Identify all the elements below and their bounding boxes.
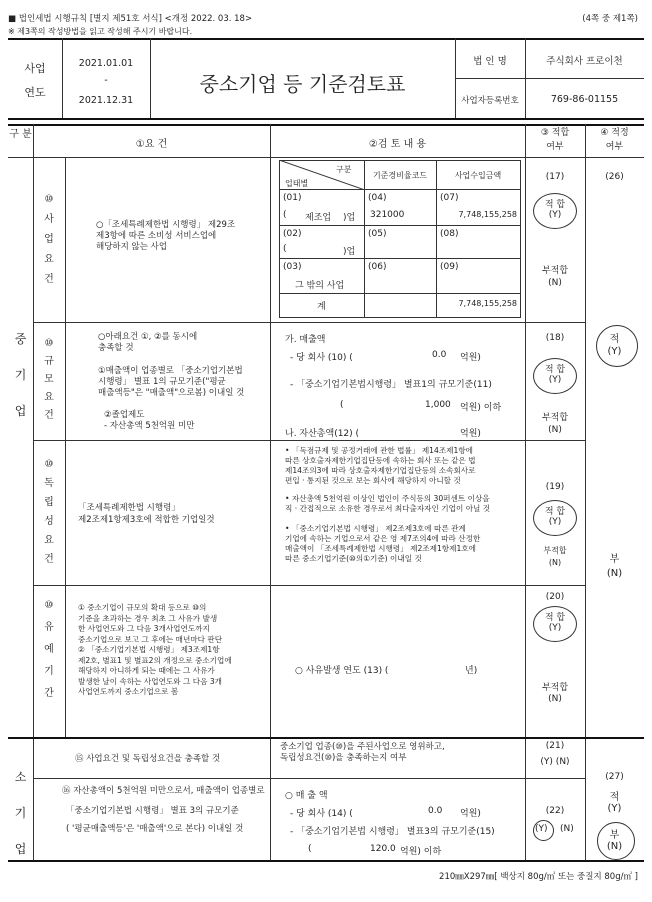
year-label-2: 연도 <box>24 86 46 99</box>
fit-18-no-label: 부적합 <box>541 413 569 423</box>
group-label-small: 소 기 업 <box>14 770 27 856</box>
corp-name: 주식회사 프로이천 <box>546 56 623 67</box>
period-end: 2021.12.31 <box>78 95 134 106</box>
sec102-label: ⑩ 규 모 요 건 <box>44 338 54 421</box>
adequacy-26-no: (26) <box>605 172 624 182</box>
r1-amount-no: (07) <box>440 193 459 203</box>
adequacy-27: 적 <box>609 792 620 803</box>
sec106-review1: ○ 매 출 액 <box>285 791 328 801</box>
year-label-1: 사업 <box>24 62 46 75</box>
fit-17-n: (N) <box>548 278 562 288</box>
adequacy-label: 적 <box>609 334 620 345</box>
fit-18-y: (Y) <box>548 375 562 385</box>
r1-amount: 7,748,155,258 <box>458 210 517 219</box>
sec103-bullet3: • 「중소기업기본법 시행령」 제2조제3호에 따른 관계 기업에 속하는 기업으로서 같은 영 제7조의4에 따라 산정한 매출액이 「조세특례제한법 시행령」 제2조제1항제1호에 따른 중소기업기준(⑩의①기준) 이내일 것 <box>285 524 481 563</box>
paper-spec-footer: 210㎜X297㎜[ 백상지 80g/㎡ 또는 중질지 80g/㎡ ] <box>439 872 638 882</box>
sec103-requirement: 「조세특례제한법 시행령」 제2조제1항제3호에 적합한 기업일것 <box>78 503 215 525</box>
fit-19-no-label: 부적합 <box>543 546 567 555</box>
r1-no: (01) <box>283 193 302 203</box>
r1-name: 제조업 <box>305 213 332 223</box>
sec102-na-c: 억원) <box>460 429 481 439</box>
sec103-label: ⑩ 독 립 성 요 건 <box>44 459 54 565</box>
fit-17-no: (17) <box>545 172 565 182</box>
fit-21-no: (21) <box>545 741 565 751</box>
sec105-review: 중소기업 업종(⑩)을 주된사업으로 영위하고, 독립성요건(⑩)을 충족하는지 여부 <box>280 742 445 763</box>
table-header-amount: 사업수입금액 <box>454 171 502 180</box>
sec102-req1: ○아래요건 ①, ②를 동시에 충족할 것 <box>98 332 198 353</box>
sec103-bullet2: • 자산총액 5천억원 이상인 법인이 주식등의 30퍼센트 이상을 직 · 간접적으로 소유한 경우로서 최다출자자인 기업이 아닐 것 <box>285 494 491 513</box>
fit-21-yn: (Y) (N) <box>540 757 570 767</box>
col-header-review: ②검 토 내 용 <box>368 139 427 150</box>
adequacy-106-n: (N) <box>606 841 623 852</box>
r1-name-close: )업 <box>343 213 356 223</box>
table-header-biz-type: 업태별 <box>285 179 309 188</box>
table-header-division: 구분 <box>336 165 352 174</box>
r1-code-no: (04) <box>368 193 387 203</box>
r2-code-no: (05) <box>368 229 387 239</box>
sec102-ga1-c: 억원) <box>460 353 481 363</box>
adequacy-103: 부 <box>609 554 620 565</box>
fit-17-yes: 적 합 <box>544 200 566 210</box>
fit-20-yes: 적 합 <box>544 613 566 623</box>
fit-20-n: (N) <box>548 694 562 704</box>
sec102-ga1-b: 0.0 <box>432 350 447 360</box>
adequacy-103-n: (N) <box>606 568 623 579</box>
r3-name: 그 밖의 사업 <box>295 281 345 291</box>
col-header-division: 구 분 <box>9 129 32 140</box>
page-title: 중소기업 등 기준검토표 <box>199 72 406 96</box>
adequacy-27-y: (Y) <box>607 803 622 814</box>
fit-19-n: (N) <box>548 558 562 567</box>
sec106-review2-c: 억원) <box>460 809 481 819</box>
sec102-na-a: 나. 자산총액(12) ( <box>285 429 360 439</box>
fit-20-no: (20) <box>545 592 565 602</box>
fit-22-y: (Y) <box>535 824 548 834</box>
total-amount: 7,748,155,258 <box>458 299 517 308</box>
sec102-ga3-b: 1,000 <box>425 400 451 410</box>
sec102-ga1-a: - 당 회사 (10) ( <box>290 353 353 363</box>
sec102-req2: ①매출액이 업종별로 「중소기업기본법 시행령」 별표 1의 규모기준("평균 매출액등"은 "매출액"으로봄) 이내일 것 <box>98 366 245 398</box>
biz-no: 769-86-01155 <box>550 94 619 105</box>
sec104-review-b: 년) <box>465 666 478 676</box>
r1-name-open: ( <box>283 210 287 220</box>
adequacy-y: (Y) <box>607 346 622 357</box>
adequacy-27-no: (27) <box>605 772 624 782</box>
total-label: 계 <box>317 302 326 312</box>
adequacy-106: 부 <box>609 830 620 841</box>
fit-17-y: (Y) <box>548 210 562 220</box>
sec105-requirement: ⑮ 사업요건 및 독립성요건을 충족할 것 <box>75 754 221 764</box>
sec104-label: ⑩ 유 예 기 간 <box>44 600 54 699</box>
sec106-review3: - 「중소기업기본법 시행령」 별표3의 규모기준(15) <box>290 827 495 837</box>
fit-18-yes: 적 합 <box>544 365 566 375</box>
sec106-review2-b: 0.0 <box>428 806 443 816</box>
r1-code: 321000 <box>370 210 405 220</box>
fit-22-n: (N) <box>560 824 574 834</box>
r3-code-no: (06) <box>368 262 387 272</box>
r3-amount-no: (09) <box>440 262 459 272</box>
sec106-review4-b: 120.0 <box>370 844 396 854</box>
sec106-review4-a: ( <box>308 844 312 854</box>
sec102-req3: ②졸업제도 - 자산총액 5천억원 미만 <box>104 410 195 431</box>
corp-name-label: 법 인 명 <box>473 56 507 67</box>
r2-name-close: )업 <box>343 247 356 257</box>
fit-18-n: (N) <box>548 425 562 435</box>
period-start: 2021.01.01 <box>78 58 134 69</box>
sec106-req1: ⑯ 자산총액이 5천억원 미만으로서, 매출액이 업종별로 <box>62 786 265 796</box>
fit-20-y: (Y) <box>548 623 562 633</box>
sec102-ga3-a: ( <box>340 400 344 410</box>
sec106-req2: 「중소기업기본법 시행령」 별표 3의 규모기준 <box>66 806 239 816</box>
biz-no-label: 사업자등록번호 <box>461 96 519 106</box>
sec102-ga: 가. 매출액 <box>285 335 326 345</box>
form-law-reference: ■ 법인세법 시행규칙 [별지 제51호 서식] <개정 2022. 03. 18> <box>8 14 253 24</box>
sec101-requirement: ○「조세특례제한법 시행령」 제29조 제3항에 따른 소비성 서비스업에 해당하지 않는 사업 <box>96 220 236 252</box>
sec106-review2-a: - 당 회사 (14) ( <box>290 809 353 819</box>
sec106-review4-c: 억원) 이하 <box>400 847 442 857</box>
page-info: (4쪽 중 제1쪽) <box>582 14 638 24</box>
sec102-ga3-c: 억원) 이하 <box>460 403 502 413</box>
r3-no: (03) <box>283 262 302 272</box>
sec106-req3: ( '평균매출액등'은 '매출액'으로 본다) 이내일 것 <box>66 824 244 834</box>
r2-no: (02) <box>283 229 302 239</box>
fit-19-yes: 적 합 <box>544 507 566 517</box>
sec103-bullet1: • 「독점규제 및 공정거래에 관한 법률」 제14조제1항에 따른 상호출자제한기업집단등에 속하는 회사 또는 같은 법 제14조의3에 따라 상호출자제한기업집단등의 소속회사로 편입 · 통지된 것으로 보는 회사에 해당하지 아니할 것 <box>285 446 476 485</box>
sec102-ga2: - 「중소기업기본법시행령」 별표1의 규모기준(11) <box>290 380 492 390</box>
col-header-fit: ③ 적합 여부 <box>540 128 570 152</box>
period-dash: - <box>104 75 108 86</box>
fit-19-no: (19) <box>545 482 565 492</box>
group-label-sme: 중 기 업 <box>14 332 27 418</box>
fit-17-no-label: 부적합 <box>541 266 569 276</box>
fit-20-no-label: 부적합 <box>541 683 569 693</box>
sec104-requirement: ① 중소기업이 규모의 확대 등으로 ⑩의 기준을 초과하는 경우 최초 그 사유가 발생 한 사업연도와 그 다음 3개사업연도까지 중소기업으로 보고 그 후에는 매년마다 판단 ② 「중소기업기본법 시행령」 제3조제1항 제2호, 별표1 및 별표2의 개정으로 중소기업에 해당하지 아니하게 되는 때에는 그 사유가 발생한 날이 속하는 사업연도와 그 다음 3개 사업연도까지 중소기업으로 봄 <box>78 603 232 696</box>
r2-amount-no: (08) <box>440 229 459 239</box>
r2-name-open: ( <box>283 244 287 254</box>
col-header-adequacy: ④ 적정 여부 <box>600 128 629 152</box>
sec104-review-a: ○ 사유발생 연도 (13) ( <box>295 666 389 676</box>
fit-22-no: (22) <box>545 806 565 816</box>
fit-18-no: (18) <box>545 333 565 343</box>
instruction-note: ※ 제3쪽의 작성방법을 읽고 작성해 주시기 바랍니다. <box>8 27 193 36</box>
fit-19-y: (Y) <box>548 517 562 527</box>
col-header-requirement: ①요 건 <box>135 139 168 150</box>
table-header-code: 기준경비율코드 <box>372 171 428 180</box>
sec101-label: ⑩ 사 업 요 건 <box>44 194 54 285</box>
